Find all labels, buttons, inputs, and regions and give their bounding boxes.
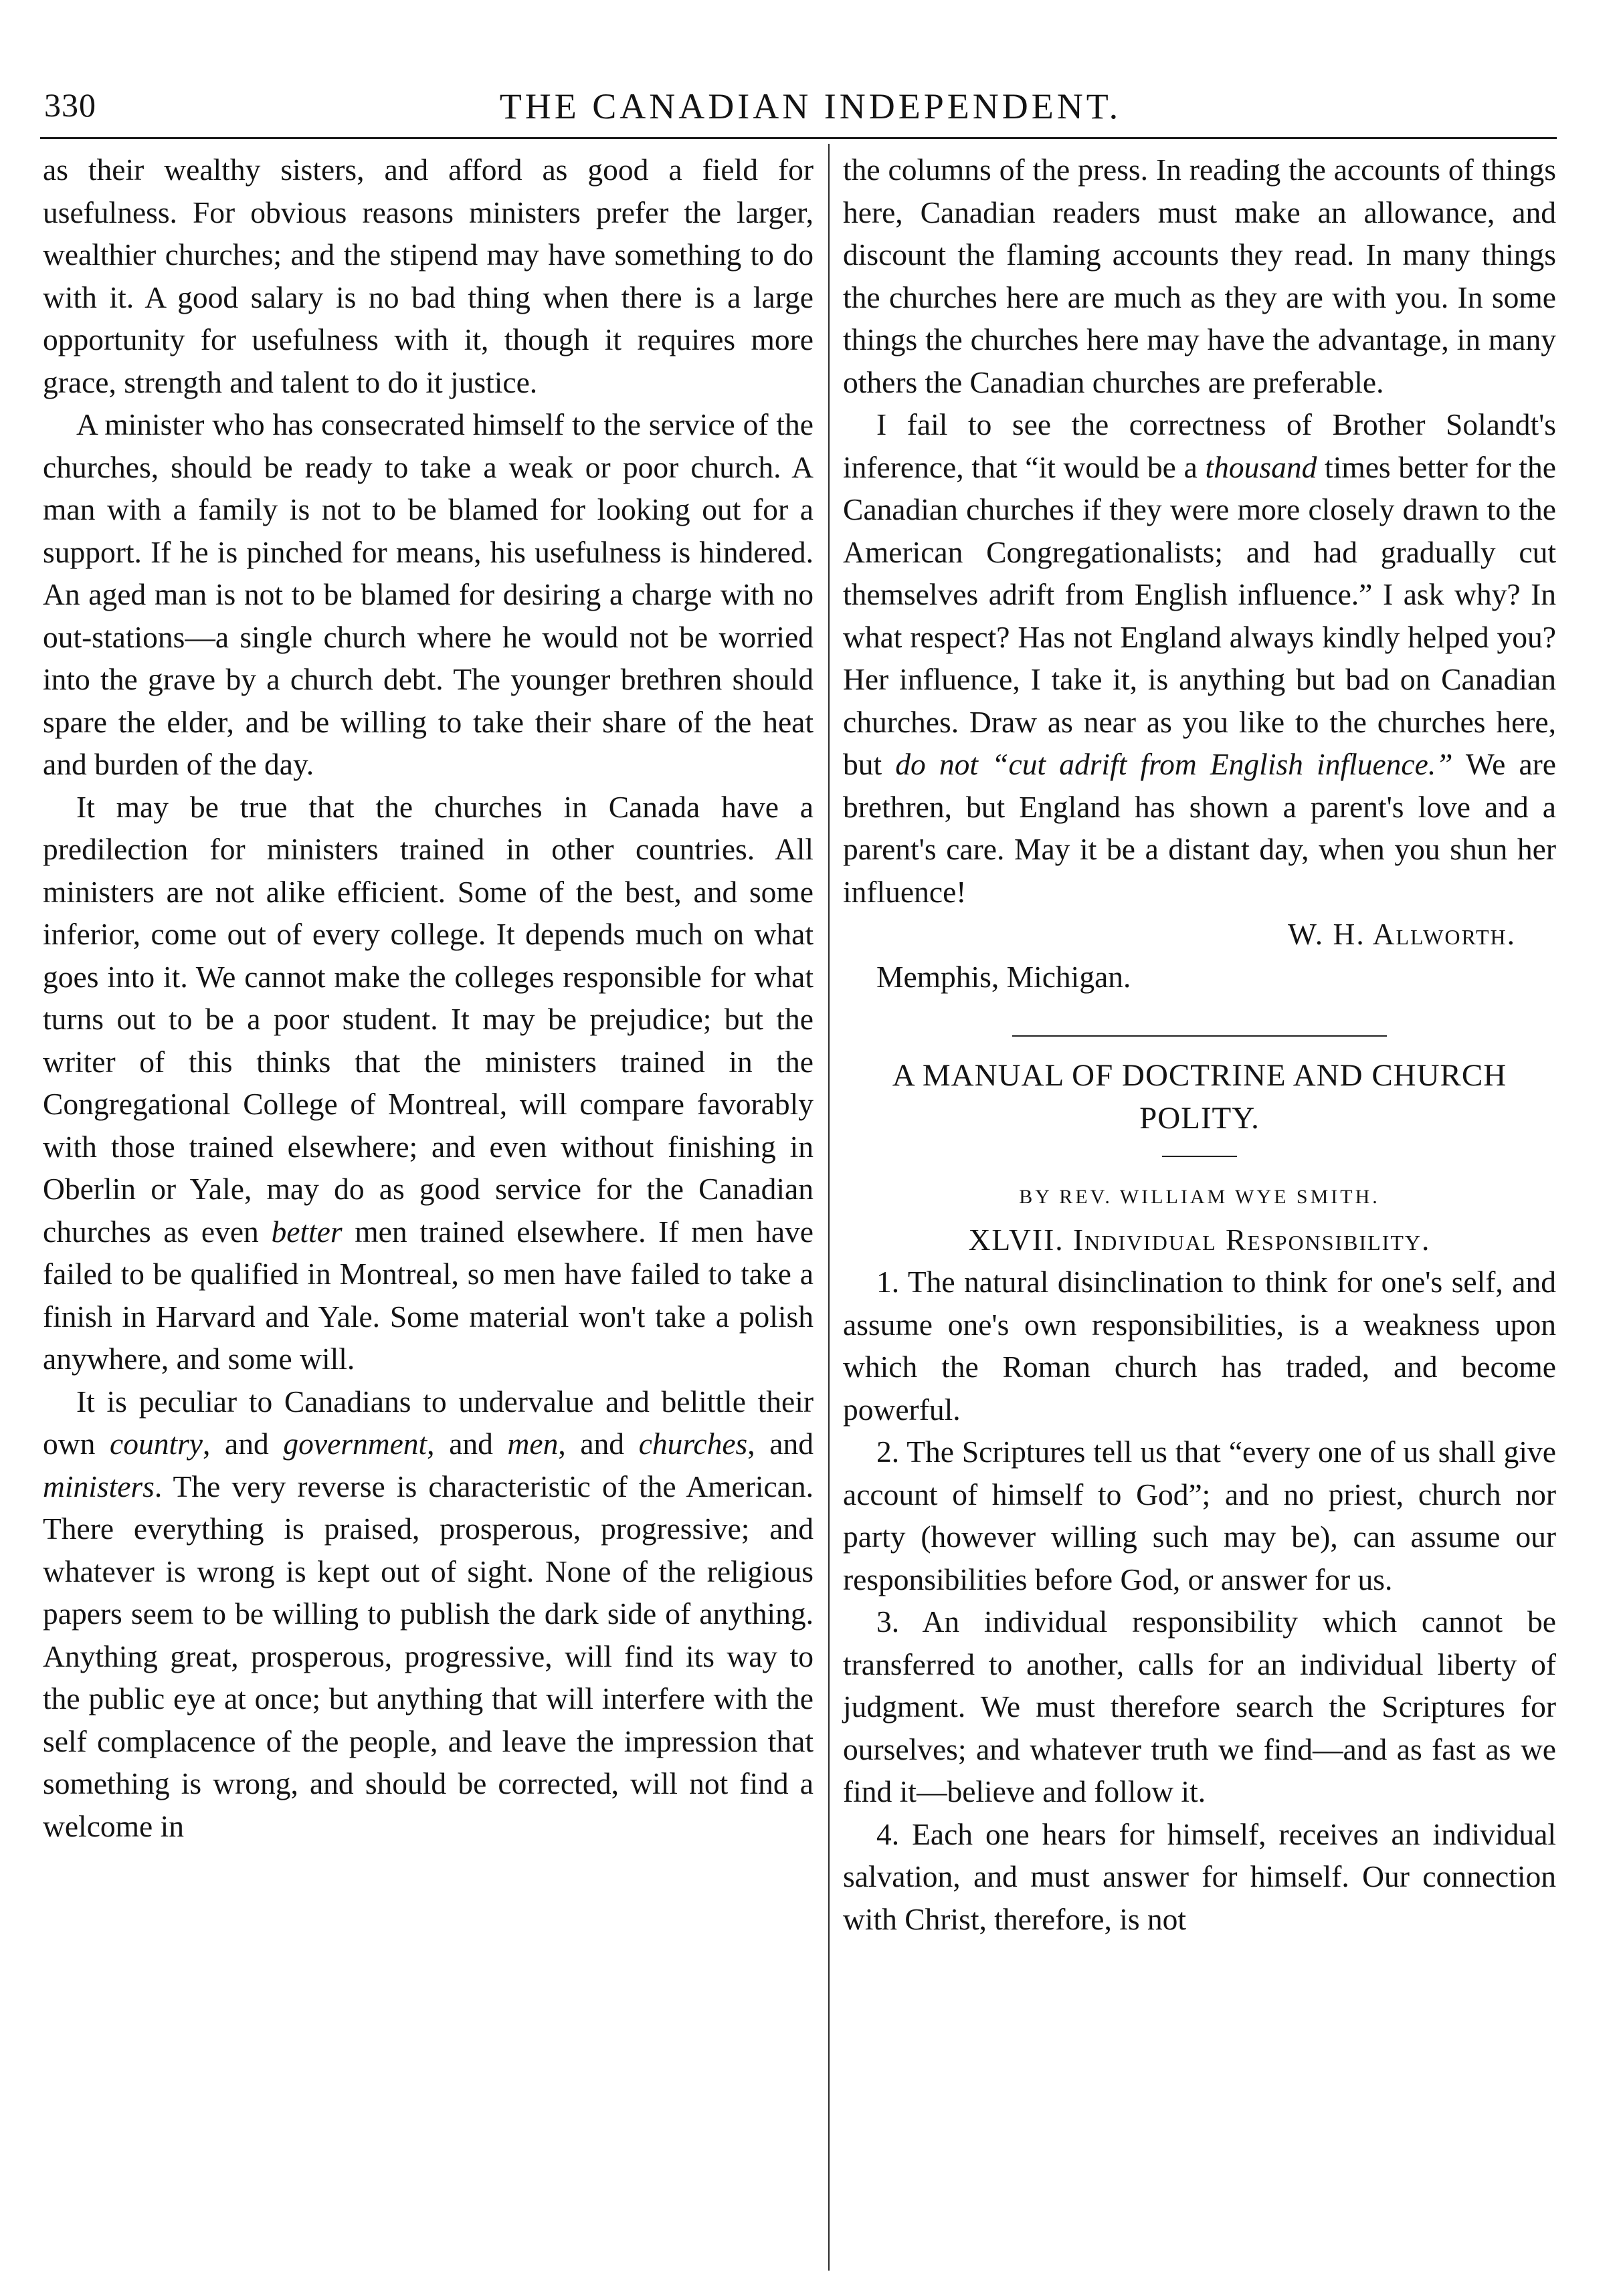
left-column bbox=[43, 148, 814, 1847]
numbered-paragraph: 2. The Scriptures tell us that “every one of us shall give account of himself to God”; and no priest, church nor party (however willing such may be), can assume our responsibilities before God, or answer for us. bbox=[843, 1435, 1556, 1596]
italic-phrase: better bbox=[271, 1214, 343, 1249]
article-title: A MANUAL OF DOCTRINE AND CHURCH POLITY. bbox=[892, 1058, 1507, 1136]
numbered-paragraph: 1. The natural disinclination to think for one's self, and assume one's own responsibilities, is a weakness upon which the Roman church has traded, and become powerful. bbox=[843, 1265, 1556, 1427]
italic-phrase: men bbox=[507, 1427, 559, 1461]
header-rule bbox=[40, 137, 1557, 139]
italic-phrase: government bbox=[283, 1427, 427, 1461]
paragraph: I fail to see the correctness of Brother Solandt's inference, that “it would be a thousand times better for the Canadian churches if they were more closely drawn to the American Congregationalists; and had gradually cut themselves adrift from English influence.” I ask why? In what respect? Has not England always kindly helped you? Her influence, I take it, is anything but bad on Canadian churches. Draw as near as you like to the churches here, but do not “cut adrift from English influence.” We are brethren, but England has shown a parent's love and a parent's care. May it be a distant day, when you shun her influence! bbox=[843, 407, 1556, 909]
paragraph: as their wealthy sisters, and afford as good a field for usefulness. For obvious reasons ministers prefer the larger, wealthier churches; and the stipend may have something to do with it. A good salary is no bad thing when there is a large opportunity for usefulness with it, though it requires more grace, strength and talent to do it justice. bbox=[43, 152, 814, 399]
page-number: 330 bbox=[44, 86, 96, 124]
paragraph: It may be true that the churches in Canada have a predilection for ministers trained in other countries. All ministers are not alike efficient. Some of the best, and some inferior, come out of every college. It depends much on what goes into it. We cannot make the colleges responsible for what turns out to be a poor student. It may be prejudice; but the writer of this thinks that the ministers trained in the Congregational College of Montreal, will compare favorably with those trained elsewhere; and even without finishing in Oberlin or Yale, may do as good service for the Canadian churches as even better men trained elsewhere. If men have failed to be qualified in Montreal, so men have failed to take a finish in Harvard and Yale. Some material won't take a polish anywhere, and some will. bbox=[43, 789, 814, 1376]
italic-phrase: country bbox=[110, 1427, 203, 1461]
column-divider bbox=[828, 144, 830, 2271]
numbered-paragraph: 4. Each one hears for himself, receives an individual salvation, and must answer for himself. Our connection with Christ, therefore, is not bbox=[843, 1816, 1556, 1936]
running-title: THE CANADIAN INDEPENDENT. bbox=[499, 86, 1122, 126]
right-column bbox=[843, 148, 1556, 1940]
paragraph: It is peculiar to Canadians to undervalue and belittle their own country, and government, and men, and churches, and ministers. The very reverse is characteristic of the American. There everything is praised, prosperous, progressive; and whatever is wrong is kept out of sight. None of the religious papers seem to be willing to publish the dark side of anything. Anything great, prosperous, progressive, will find its way to the public eye at once; but anything that will interfere with the self complacence of the people, and leave the impression that something is wrong, and should be corrected, will not find a welcome in bbox=[43, 1384, 814, 1843]
numbered-paragraph: 3. An individual responsibility which cannot be transferred to another, calls for an individual liberty of judgment. We must therefore search the Scriptures for ourselves; and whatever truth we find—and as fast as we find it—believe and follow it. bbox=[843, 1604, 1556, 1808]
italic-phrase: thousand bbox=[1205, 449, 1317, 484]
paragraph: A minister who has consecrated himself to the service of the churches, should be ready to take a weak or poor church. A man with a family is not to be blamed for looking out for a support. If he is pinched for means, his usefulness is hindered. An aged man is not to be blamed for desiring a charge with no out-stations—a single church where he would not be worried into the grave by a church debt. The younger brethren should spare the elder, and be willing to take their share of the heat and burden of the day. bbox=[43, 407, 814, 781]
italic-phrase: ministers bbox=[43, 1469, 155, 1503]
chapter-heading: XLVII. Individual Responsibility. bbox=[968, 1222, 1431, 1257]
signature-name: W. H. Allworth. bbox=[1288, 917, 1516, 951]
section-rule bbox=[1012, 1035, 1387, 1037]
signature-place: Memphis, Michigan. bbox=[876, 959, 1131, 994]
italic-phrase: do not “cut adrift from English influence.” bbox=[895, 747, 1453, 781]
byline: BY REV. WILLIAM WYE SMITH. bbox=[1019, 1186, 1380, 1208]
paragraph: the columns of the press. In reading the accounts of things here, Canadian readers must make an allowance, and discount the flaming accounts they read. In many things the churches here are much as they are with you. In some things the churches here may have the advantage, in many others the Canadian churches are preferable. bbox=[843, 152, 1556, 399]
title-rule bbox=[1162, 1156, 1237, 1157]
italic-phrase: churches bbox=[638, 1427, 748, 1461]
